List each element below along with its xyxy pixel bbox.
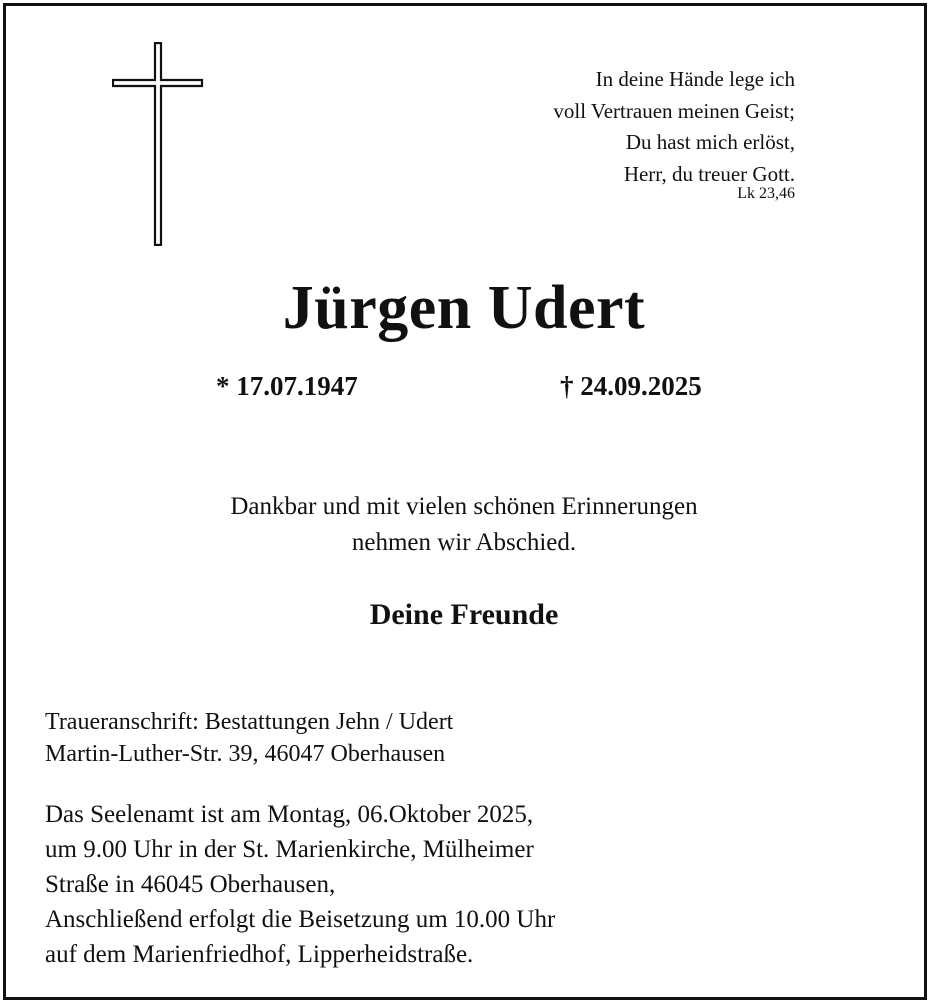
address-line: Traueranschrift: Bestattungen Jehn / Udert <box>45 709 454 735</box>
cross-icon <box>112 42 204 246</box>
condolence-address <box>45 706 453 770</box>
service-line: Anschließend erfolgt die Beisetzung um 10.00 Uhr <box>45 906 556 933</box>
farewell-line: Dankbar und mit vielen schönen Erinnerungen <box>230 493 698 520</box>
signoff: Deine Freunde <box>369 598 559 631</box>
deceased-name: Jürgen Udert <box>282 274 646 342</box>
service-line: Das Seelenamt ist am Montag, 06.Oktober 2025, <box>45 801 534 828</box>
verse-line: Du hast mich erlöst, <box>625 130 795 154</box>
verse-line: voll Vertrauen meinen Geist; <box>553 98 795 123</box>
farewell-text <box>0 489 928 561</box>
address-line: Martin-Luther-Str. 39, 46047 Oberhausen <box>45 741 446 767</box>
birth-date: * 17.07.1947 <box>216 371 358 401</box>
service-line: Straße in 46045 Oberhausen, <box>45 871 336 898</box>
verse-line: Herr, du treuer Gott. <box>623 161 795 186</box>
service-line: auf dem Marienfriedhof, Lipperheidstraße. <box>45 941 474 968</box>
farewell-line: nehmen wir Abschied. <box>351 529 577 556</box>
verse-reference: Lk 23,46 <box>737 185 795 202</box>
verse-line: In deine Hände lege ich <box>595 67 795 91</box>
death-date: † 24.09.2025 <box>560 371 702 401</box>
service-line: um 9.00 Uhr in der St. Marienkirche, Mülheimer <box>45 836 534 863</box>
bible-verse <box>553 64 795 190</box>
service-details <box>45 797 555 972</box>
